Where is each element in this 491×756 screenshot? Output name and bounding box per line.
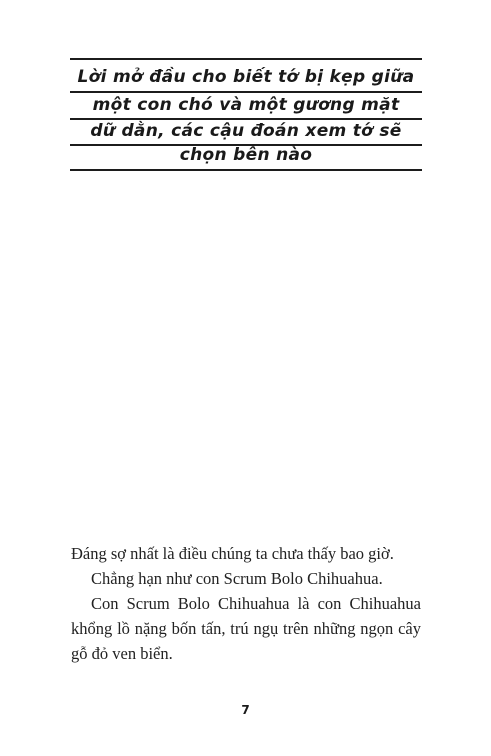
title-rule-top [70, 58, 422, 60]
chapter-title-line-2: một con chó và một gương mặt [92, 95, 400, 115]
title-rule-1 [70, 91, 422, 93]
paragraph-3: Con Scrum Bolo Chihuahua là con Chihuahua khổng lồ nặng bốn tấn, trú ngụ trên những ngọn cây gỗ đỏ ven biển. [71, 594, 421, 663]
chapter-title-line-3: dữ dằn, các cậu đoán xem tớ sẽ [90, 121, 402, 141]
paragraph-1: Đáng sợ nhất là điều chúng ta chưa thấy bao giờ. [71, 544, 394, 563]
body-text [71, 541, 421, 666]
paragraph-2: Chẳng hạn như con Scrum Bolo Chihuahua. [91, 569, 383, 588]
title-rule-2 [70, 118, 422, 120]
page-number: 7 [241, 703, 250, 717]
chapter-title-line-1: Lời mở đầu cho biết tớ bị kẹp giữa [77, 67, 415, 87]
chapter-title-line-4: chọn bên nào [179, 145, 313, 165]
title-rule-bottom [70, 169, 422, 171]
chapter-title [70, 58, 422, 170]
